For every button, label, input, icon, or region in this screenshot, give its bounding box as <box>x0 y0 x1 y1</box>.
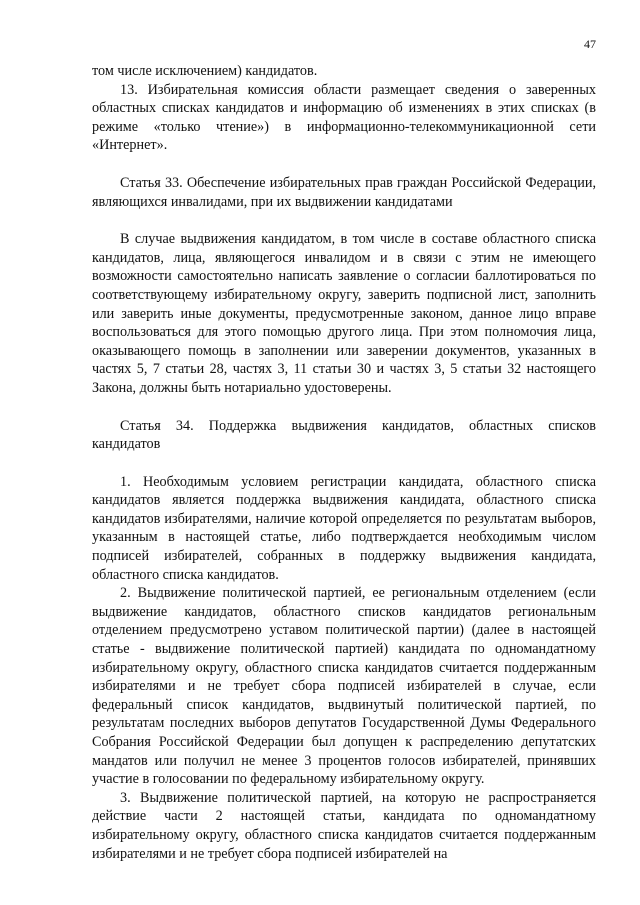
spacer <box>92 211 596 230</box>
article-34-heading: Статья 34. Поддержка выдвижения кандидатов, областных списков кандидатов <box>92 417 596 453</box>
article-34-paragraph-3: 3. Выдвижение политической партией, на которую не распространяется действие части 2 настоящей статьи, кандидата по одномандатному избирательному округу, областного списка кандидатов считается поддержанным избирателями и не требует сбора подписей избирателей на <box>92 789 596 862</box>
article-34-paragraph-1: 1. Необходимым условием регистрации кандидата, областного списка кандидатов является поддержка выдвижения кандидата, областного списка кандидатов избирателями, наличие которой определяется по результатам выборов, указанным в настоящей статье, либо подтверждается необходимым числом подписей избирателей, собранных в поддержку выдвижения кандидата, областного списка кандидатов. <box>92 473 596 583</box>
spacer <box>92 155 596 174</box>
article-33-paragraph: В случае выдвижения кандидатом, в том числе в составе областного списка кандидатов, лица, являющегося инвалидом и в связи с этим не имеющего возможности самостоятельно написать заявление о согласии баллотироваться по соответствующему избирательному округу, заверить подписной лист, заполнить или заверить иные документы, предусмотренные законом, данное лицо вправе воспользоваться для этого помощью другого лица. При этом полномочия лица, оказывающего помощь в заполнении или заверении документов, указанных в частях 5, 7 статьи 28, частях 3, 11 статьи 30 и частях 3, 5 статьи 32 настоящего Закона, должны быть нотариально удостоверены. <box>92 231 596 396</box>
paragraph-continuation: том числе исключением) кандидатов. <box>92 63 318 79</box>
article-33-heading: Статья 33. Обеспечение избирательных прав граждан Российской Федерации, являющихся инвалидами, при их выдвижении кандидатами <box>92 174 596 210</box>
page-number: 47 <box>584 37 596 51</box>
spacer <box>92 398 596 417</box>
spacer <box>92 454 596 473</box>
document-body <box>92 62 596 863</box>
paragraph-item-13: 13. Избирательная комиссия области размещает сведения о заверенных областных списках кандидатов и информацию об изменениях в этих списках (в режиме «только чтение») в информационно-телекоммуникационной сети «Интернет». <box>92 81 596 154</box>
article-34-paragraph-2: 2. Выдвижение политической партией, ее региональным отделением (если выдвижение кандидатов, областного списков кандидатов региональным отделением предусмотрено уставом политической партии) (далее в настоящей статье - выдвижение политической партией) кандидата по одномандатному избирательному округу, областного списка кандидатов считается поддержанным избирателями и не требует сбора подписей избирателей в случае, если федеральный список кандидатов, выдвинутый политической партией, по результатам последних выборов депутатов Государственной Думы Федерального Собрания Российской Федерации был допущен к распределению депутатских мандатов или получил не менее 3 процентов голосов избирателей, принявших участие в голосовании по федеральному избирательному округу. <box>92 585 596 788</box>
